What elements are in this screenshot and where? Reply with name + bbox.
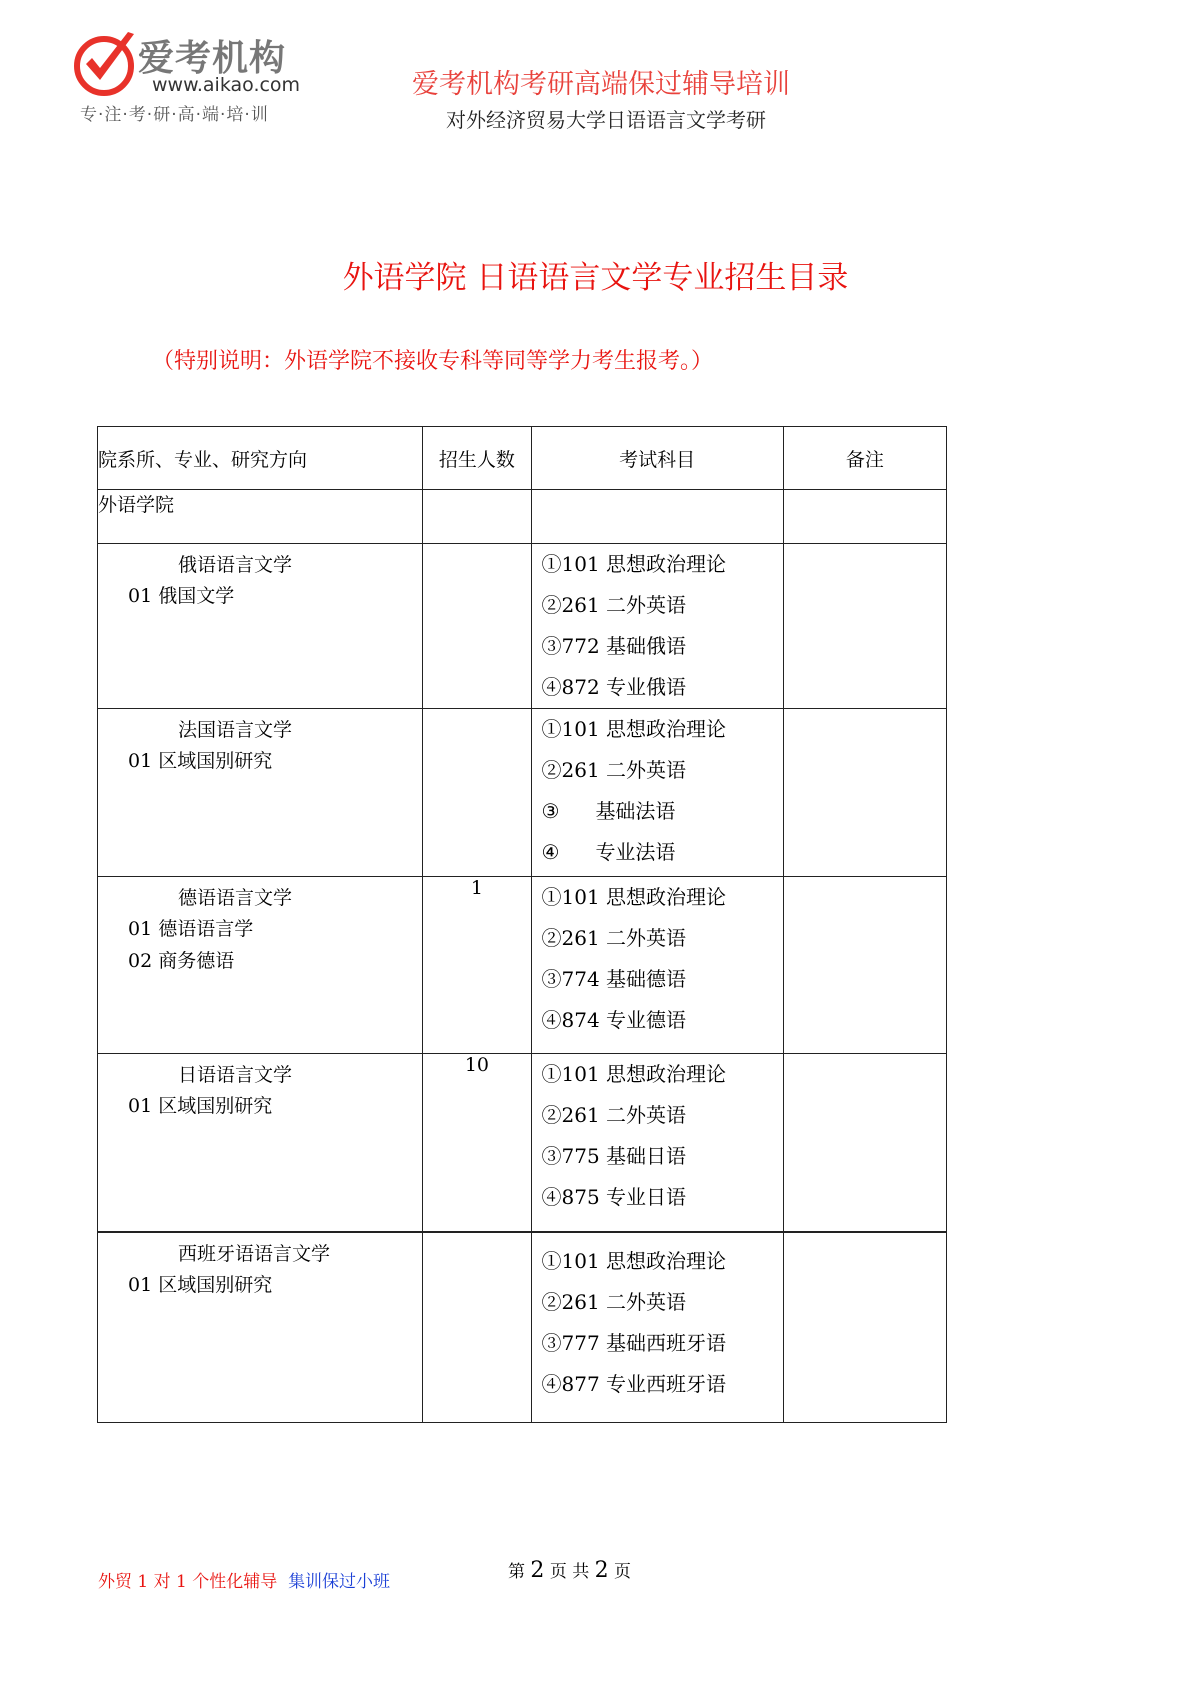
header-quota: 招生人数	[423, 427, 531, 490]
table-row	[98, 709, 947, 877]
subject: ③774 基础德语	[541, 967, 687, 991]
logo-url: www.aikao.com	[152, 74, 301, 96]
page-number	[508, 1557, 631, 1583]
dept-cell	[98, 1232, 423, 1423]
quota-cell: 10	[423, 1054, 531, 1233]
remarks-cell	[783, 1232, 946, 1423]
remarks-cell	[783, 709, 946, 877]
school-row	[98, 490, 947, 544]
footer-promo-red: 外贸 1 对 1 个性化辅导	[98, 1572, 278, 1592]
subjects-cell	[531, 877, 783, 1054]
major-name: 俄语语言文学	[178, 554, 293, 576]
remarks-cell	[783, 877, 946, 1054]
direction: 01 俄国文学	[128, 585, 235, 607]
page-total: 2	[594, 1558, 609, 1583]
header-subtitle: 对外经济贸易大学日语语言文学考研	[446, 108, 766, 132]
quota-cell	[423, 709, 531, 877]
remarks-cell	[783, 1054, 946, 1233]
subjects-cell	[531, 1054, 783, 1233]
subject-number: ③	[541, 799, 560, 823]
subject: ①101 思想政治理论	[541, 885, 727, 909]
subject: ②261 二外英语	[541, 1290, 687, 1314]
remarks-cell	[783, 544, 946, 709]
header-dept: 院系所、专业、研究方向	[98, 427, 423, 490]
subject: ④874 专业德语	[541, 1008, 687, 1032]
footer-promo-blue: 集训保过小班	[288, 1572, 391, 1592]
subject-name: 专业法语	[595, 840, 676, 864]
subject-name: 基础法语	[595, 799, 676, 823]
page-prefix: 第	[508, 1562, 525, 1582]
table-row	[98, 1054, 947, 1233]
subject: ①101 思想政治理论	[541, 552, 727, 576]
subject: ②261 二外英语	[541, 593, 687, 617]
subjects-cell	[531, 709, 783, 877]
subject: ④872 专业俄语	[541, 675, 687, 699]
subject: ③775 基础日语	[541, 1144, 687, 1168]
page-mid: 页 共	[549, 1562, 590, 1582]
table-row	[98, 544, 947, 709]
major-name: 德语语言文学	[178, 887, 293, 909]
subject: ④875 专业日语	[541, 1185, 687, 1209]
header-title: 爱考机构考研高端保过辅导培训	[412, 69, 790, 100]
special-note: （特别说明：外语学院不接收专科等同等学力考生报考。）	[152, 349, 714, 374]
subject: ③777 基础西班牙语	[541, 1331, 727, 1355]
page-current: 2	[530, 1558, 545, 1583]
subject-number: ④	[541, 840, 560, 864]
dept-cell	[98, 1054, 423, 1233]
school-name: 外语学院	[98, 490, 423, 544]
table-header-row	[98, 427, 947, 490]
logo-slogan: 专·注·考·研·高·端·培·训	[80, 105, 269, 125]
direction: 01 区域国别研究	[128, 1274, 273, 1296]
subject: ②261 二外英语	[541, 758, 687, 782]
footer-promo	[98, 1567, 390, 1592]
subject: ③772 基础俄语	[541, 634, 687, 658]
quota-cell	[423, 544, 531, 709]
dept-cell	[98, 709, 423, 877]
logo-name: 爱考机构	[138, 38, 287, 79]
subject: ①101 思想政治理论	[541, 1062, 727, 1086]
major-name: 法国语言文学	[178, 719, 293, 741]
logo	[72, 28, 342, 123]
subject: ②261 二外英语	[541, 1103, 687, 1127]
page-suffix: 页	[614, 1562, 632, 1582]
dept-cell	[98, 877, 423, 1054]
subject	[532, 791, 783, 832]
subject: ②261 二外英语	[541, 926, 687, 950]
subject: ①101 思想政治理论	[541, 717, 727, 741]
direction: 01 德语语言学	[128, 918, 254, 940]
catalog-table	[97, 426, 947, 1423]
major-name: 西班牙语语言文学	[178, 1243, 331, 1265]
header-subjects: 考试科目	[531, 427, 783, 490]
major-name: 日语语言文学	[178, 1064, 293, 1086]
quota-cell	[423, 1232, 531, 1423]
direction: 02 商务德语	[128, 950, 235, 972]
header-remarks: 备注	[783, 427, 946, 490]
direction: 01 区域国别研究	[128, 1095, 273, 1117]
table-row	[98, 1232, 947, 1423]
subjects-cell	[531, 1232, 783, 1423]
subject: ④877 专业西班牙语	[541, 1372, 727, 1396]
quota-cell: 1	[423, 877, 531, 1054]
table-row	[98, 877, 947, 1054]
direction: 01 区域国别研究	[128, 750, 273, 772]
check-logo-icon	[72, 28, 142, 98]
subject: ①101 思想政治理论	[541, 1249, 727, 1273]
subject	[532, 832, 783, 873]
subjects-cell	[531, 544, 783, 709]
page-title: 外语学院 日语语言文学专业招生目录	[342, 260, 849, 296]
dept-cell	[98, 544, 423, 709]
